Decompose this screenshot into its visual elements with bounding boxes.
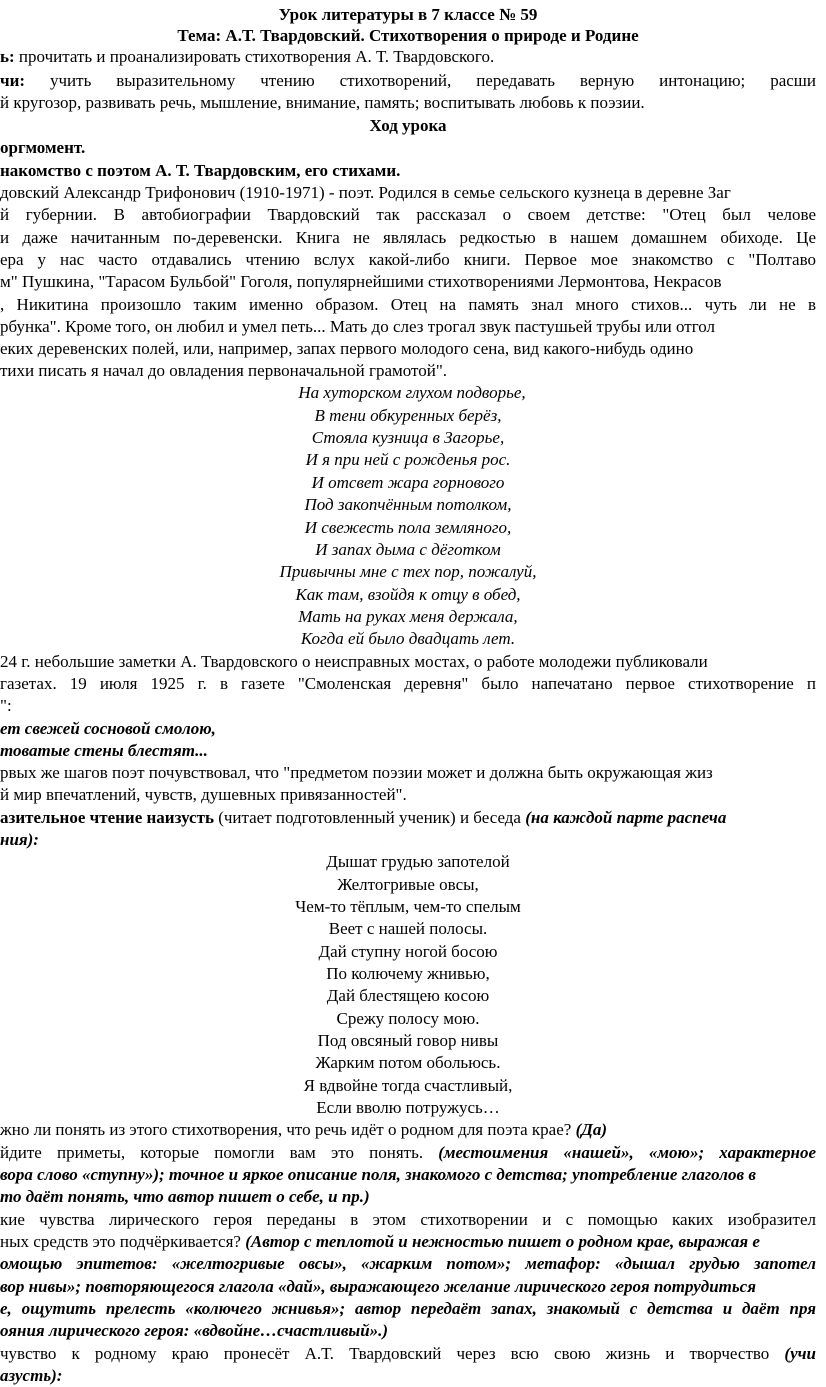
section-introduction: накомство с поэтом А. Т. Твардовским, его стихами. — [0, 161, 401, 180]
tasks-line-1 — [0, 70, 816, 92]
text-line: ": — [0, 696, 12, 715]
text-line: 24 г. небольшие заметки А. Твардовского о неисправных мостах, о работе молодежи публиковали — [0, 652, 708, 671]
poem2-line: Дай блестящею косою — [326, 986, 490, 1005]
lesson-progress-heading: Ход урока — [369, 116, 447, 135]
bio-line: рбунка". Кроме того, он любил и умел петь... Мать до слез трогал звук пастушьей трубы или отгол — [0, 317, 715, 336]
question-3-answer-line: ояния лирического героя: «вдвойне…счастливый».) — [0, 1321, 389, 1340]
question-2 — [0, 1142, 816, 1164]
bio-line: ера у нас часто отдавались чтению вслух какой-либо книги. Первое мое знакомство с "Полтаво — [0, 250, 816, 269]
question-3-text: кие чувства лирического героя переданы в этом стихотворении и с помощью каких изобразител — [0, 1210, 816, 1229]
bio-line: м" Пушкина, "Тарасом Бульбой" Гоголя, популярнейшими стихотворениями Лермонтова, Некрасов — [0, 272, 722, 291]
goal-text: прочитать и проанализировать стихотворения А. Т. Твардовского. — [14, 47, 495, 66]
reading-task-italic: (на каждой парте распеча — [525, 808, 727, 827]
section-orgmoment: оргмомент. — [0, 138, 86, 157]
lesson-title: Урок литературы в 7 классе № 59 — [278, 5, 538, 24]
poem1-line: В тени обкуренных берёз, — [314, 406, 502, 425]
poem1-line: И отсвет жара горнового — [311, 473, 505, 492]
bio-line: тихи писать я начал до овладения первоначальной грамотой". — [0, 361, 448, 380]
poem1-line: Как там, взойдя к отцу в обед, — [295, 585, 521, 604]
final-line-2: азусть): — [0, 1366, 63, 1385]
poem1-line: И запах дыма с дёготком — [315, 540, 501, 559]
poem2-line: Дай ступну ногой босою — [318, 942, 498, 961]
poem1-line: И свежесть пола земляного, — [304, 518, 512, 537]
question-1-answer: (Да) — [575, 1120, 607, 1139]
tasks-line-2: й кругозор, развивать речь, мышление, внимание, память; воспитывать любовь к поэзии. — [0, 93, 645, 112]
poem1-line: Мать на руках меня держала, — [298, 607, 518, 626]
poem1-line: И я при ней с рожденья рос. — [305, 450, 511, 469]
question-3-answer-line: омощью эпитетов: «желтогривые овсы», «жарким потом»; метафор: «дышал грудью запотел — [0, 1254, 816, 1273]
poem2-line: Под овсяный говор нивы — [317, 1031, 499, 1050]
question-2-answer-line: вора слово «ступну»); точное и яркое описание поля, знакомого с детства; употребление глаголов в — [0, 1165, 756, 1184]
bio-line: й губернии. В автобиографии Твардовский так рассказал о своем детстве: "Отец был челове — [0, 205, 816, 224]
reading-task-line-2: ния): — [0, 830, 39, 849]
poem2-line: Срежу полосу мою. — [336, 1009, 480, 1028]
poem2-line: По колючему жнивью, — [326, 964, 490, 983]
reading-task-bold: азительное чтение наизусть — [0, 808, 214, 827]
quote-line: товатые стены блестят... — [0, 741, 208, 760]
final-italic: (учи — [784, 1344, 816, 1363]
goal-line — [0, 46, 494, 68]
reading-task-normal: (читает подготовленный ученик) и беседа — [213, 808, 526, 827]
quote-line: ет свежей сосновой смолою, — [0, 719, 216, 738]
poem2-line: Желтогривые овсы, — [337, 875, 479, 894]
poem2-line: Жарким потом обольюсь. — [315, 1053, 501, 1072]
question-3-answer-line: вор нивы»; повторяющегося глагола «дай», выражающего желание лирического героя потрудиться — [0, 1277, 756, 1296]
text-line: рвых же шагов поэт почувствовал, что "предметом поэзии может и должна быть окружающая жиз — [0, 763, 713, 782]
poem1-line: Когда ей было двадцать лет. — [300, 629, 516, 648]
final-text: чувство к родному краю пронесёт А.Т. Твардовский через всю свою жизнь и творчество — [0, 1344, 785, 1363]
question-1-text: жно ли понять из этого стихотворения, что речь идёт о родном для поэта крае? — [0, 1120, 576, 1139]
reading-task-line — [0, 807, 726, 829]
bio-line: , Никитина произошло таким именно образом. Отец на память знал много стихов... чуть ли не в — [0, 295, 816, 314]
poem2-line: Я вдвойне тогда счастливый, — [303, 1076, 513, 1095]
question-3 — [0, 1231, 760, 1253]
tasks-text-1: учить выразительному чтению стихотворений, передавать верную интонацию; расши — [25, 71, 816, 90]
poem1-line: Под закопчённым потолком, — [304, 495, 512, 514]
question-3-answer: (Автор с теплотой и нежностью пишет о родном крае, выражая е — [245, 1232, 760, 1251]
question-2-text: йдите приметы, которые помогли вам это понять. — [0, 1143, 439, 1162]
tasks-label: чи: — [0, 71, 26, 90]
poem1-line: Привычны мне с тех пор, пожалуй, — [279, 562, 537, 581]
question-2-answer-line: то даёт понять, что автор пишет о себе, и пр.) — [0, 1187, 370, 1206]
question-1 — [0, 1119, 607, 1141]
goal-label: ь: — [0, 47, 15, 66]
poem2-line: Дышат грудью запотелой — [326, 852, 510, 871]
poem1-line: На хуторском глухом подворье, — [298, 383, 526, 402]
poem2-line: Веет с нашей полосы. — [328, 919, 488, 938]
question-3-text-2: ных средств это подчёркивается? — [0, 1232, 246, 1251]
question-2-answer: (местоимения «нашей», «мою»; характерное — [438, 1143, 816, 1162]
bio-line: и даже начитанным по-деревенски. Книга не являлась редкостью в нашем домашнем обиходе. Це — [0, 228, 816, 247]
poem1-line: Стояла кузница в Загорье, — [311, 428, 505, 447]
final-line — [0, 1343, 816, 1365]
question-3-answer-line: е, ощутить прелесть «колючего жнивья»; автор передаёт запах, знакомый с детства и даёт пря — [0, 1299, 816, 1318]
bio-line: еких деревенских полей, или, например, запах первого молодого сена, вид какого-нибудь одино — [0, 339, 694, 358]
lesson-topic: Тема: А.Т. Твардовский. Стихотворения о природе и Родине — [177, 26, 639, 45]
bio-line: довский Александр Трифонович (1910-1971) - поэт. Родился в семье сельского кузнеца в деревне Заг — [0, 183, 731, 202]
text-line: й мир впечатлений, чувств, душевных привязанностей". — [0, 785, 407, 804]
text-line: газетах. 19 июля 1925 г. в газете "Смоленская деревня" было напечатано первое стихотворение п — [0, 674, 816, 693]
poem2-line: Если вволю потружусь… — [316, 1098, 500, 1117]
poem2-line: Чем-то тёплым, чем-то спелым — [295, 897, 521, 916]
